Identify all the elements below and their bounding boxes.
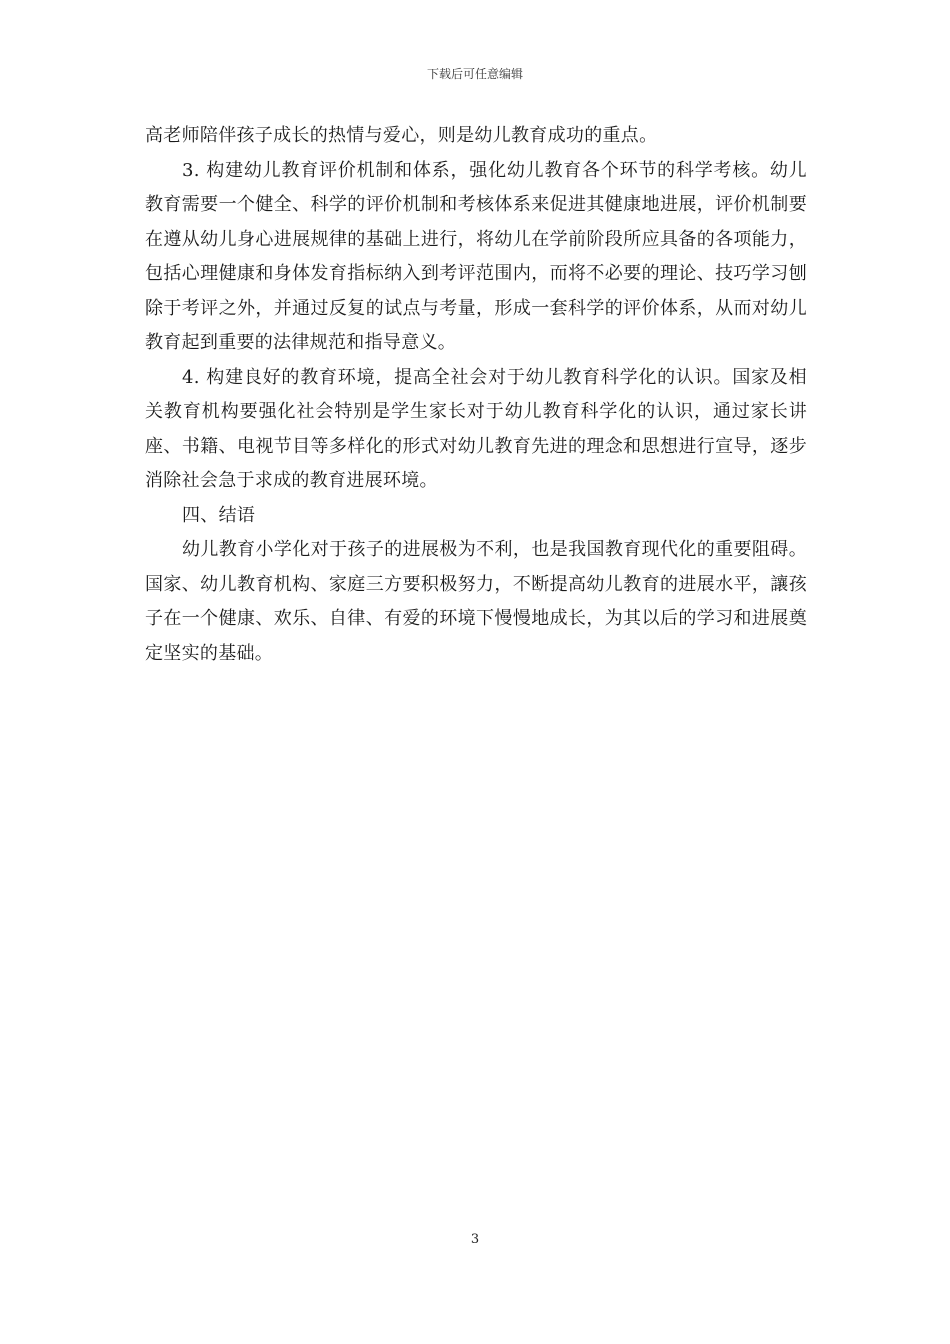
section-heading-conclusion: 四、结语	[182, 504, 256, 526]
paragraph-evaluation-system: 3. 构建幼儿教育评价机制和体系，强化幼儿教育各个环节的科学考核。幼儿教育需要一个健全、科学的评价机制和考核体系来促进其健康地进展，评价机制要在遵从幼儿身心进展规律的基础上进行，将幼儿在学前阶段所应具备的各项能力，包括心理健康和身体发育指标纳入到考评范围内，而将不必要的理论、技巧学习刨除于考评之外，并通过反复的试点与考量，形成一套科学的评价体系，从而对幼儿教育起到重要的法律规范和指导意义。	[145, 159, 807, 353]
page-number: 3	[470, 1232, 480, 1247]
paragraph-conclusion: 幼儿教育小学化对于孩子的进展极为不利，也是我国教育现代化的重要阻碍。国家、幼儿教育机构、家庭三方要积极努力，不断提高幼儿教育的进展水平，讓孩子在一个健康、欢乐、自律、有爱的环境下慢慢地成长，为其以后的学习和进展奠定坚实的基础。	[145, 539, 807, 664]
document-body	[145, 119, 807, 671]
paragraph-continuation: 高老师陪伴孩子成长的热情与爱心，则是幼儿教育成功的重点。	[145, 125, 658, 146]
page-header: 下载后可任意编辑	[426, 67, 523, 81]
paragraph-education-environment: 4. 构建良好的教育环境，提高全社会对于幼儿教育科学化的认识。国家及相关教育机构要强化社会特别是学生家长对于幼儿教育科学化的认识，通过家长讲座、书籍、电视节目等多样化的形式对幼儿教育先进的理念和思想进行宣导，逐步消除社会急于求成的教育进展环境。	[145, 366, 807, 491]
